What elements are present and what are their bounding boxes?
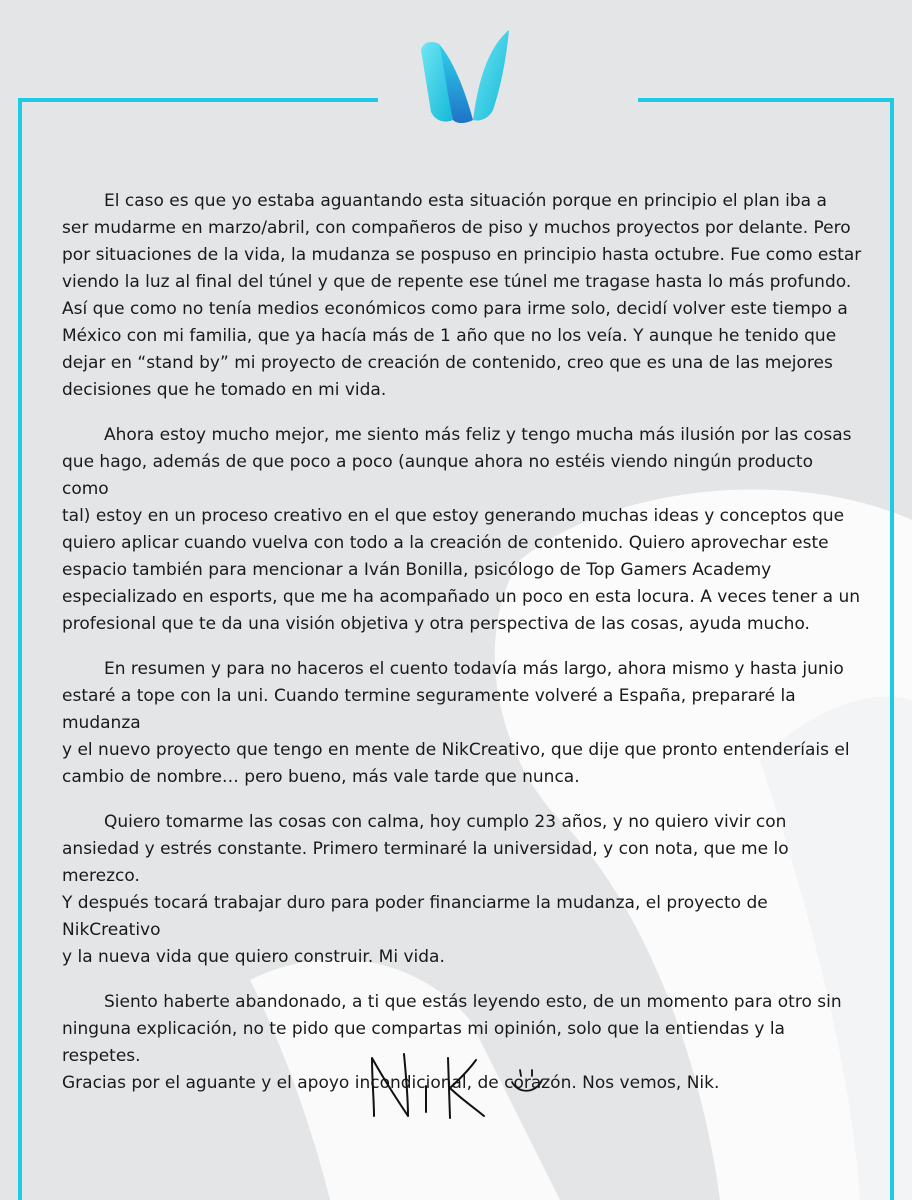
- smiley-face-icon: [512, 1070, 542, 1091]
- paragraph: Ahora estoy mucho mejor, me siento más feliz y tengo mucha más ilusión por las cosas que hago, además de que poco a poco (aunque ahora no estéis viendo ningún producto como tal) estoy en un proceso creativo en el que estoy generando muchas ideas y conceptos que quiero aplicar cuando vuelva con todo a la creación de contenido. Quiero aprovechar este espacio también para mencionar a Iván Bonilla, psicólogo de Top Gamers Academy especializado en esports, que me ha acompañado un poco en esta locura. A veces tener a un profesional que te da una visión objetiva y otra perspectiva de las cosas, ayuda mucho.: [62, 425, 861, 634]
- frame-left-line: [18, 98, 22, 1200]
- paragraph: Quiero tomarme las cosas con calma, hoy cumplo 23 años, y no quiero vivir con ansiedad y estrés constante. Primero terminaré la universidad, y con nota, que me lo merezco. Y después tocará trabajar duro para poder financiarme la mudanza, el proyecto de NikCreativo y la nueva vida que quiero construir. Mi vida.: [62, 812, 789, 967]
- paragraph: En resumen y para no haceros el cuento todavía más largo, ahora mismo y hasta junio estaré a tope con la uni. Cuando termine seguramente volveré a España, prepararé la mudanza y el nuevo proyecto que tengo en mente de NikCreativo, que dije que pronto entenderíais el cambio de nombre… pero bueno, más vale tarde que nunca.: [62, 659, 850, 787]
- frame-top-right-line: [638, 98, 894, 102]
- frame-right-line: [890, 98, 894, 1200]
- stylized-n-logo-icon: [413, 20, 513, 130]
- paragraph: Siento haberte abandonado, a ti que estás leyendo esto, de un momento para otro sin ninguna explicación, no te pido que compartas mi opinión, solo que la entiendas y la respetes. Gracias por el aguante y el apoyo incondicional, de corazón. Nos vemos, Nik.: [62, 992, 842, 1093]
- frame-top-left-line: [18, 98, 378, 102]
- letter-body: [62, 188, 862, 1115]
- handwritten-signature: [360, 1040, 550, 1130]
- paragraph: El caso es que yo estaba aguantando esta situación porque en principio el plan iba a ser mudarme en marzo/abril, con compañeros de piso y muchos proyectos por delante. Pero por situaciones de la vida, la mudanza se pospuso en principio hasta octubre. Fue como estar viendo la luz al final del túnel y que de repente ese túnel me tragase hasta lo más profundo. Así que como no tenía medios económicos como para irme solo, decidí volver este tiempo a México con mi familia, que ya hacía más de 1 año que no los veía. Y aunque he tenido que dejar en “stand by” mi proyecto de creación de contenido, creo que es una de las mejores decisiones que he tomado en mi vida.: [62, 191, 862, 400]
